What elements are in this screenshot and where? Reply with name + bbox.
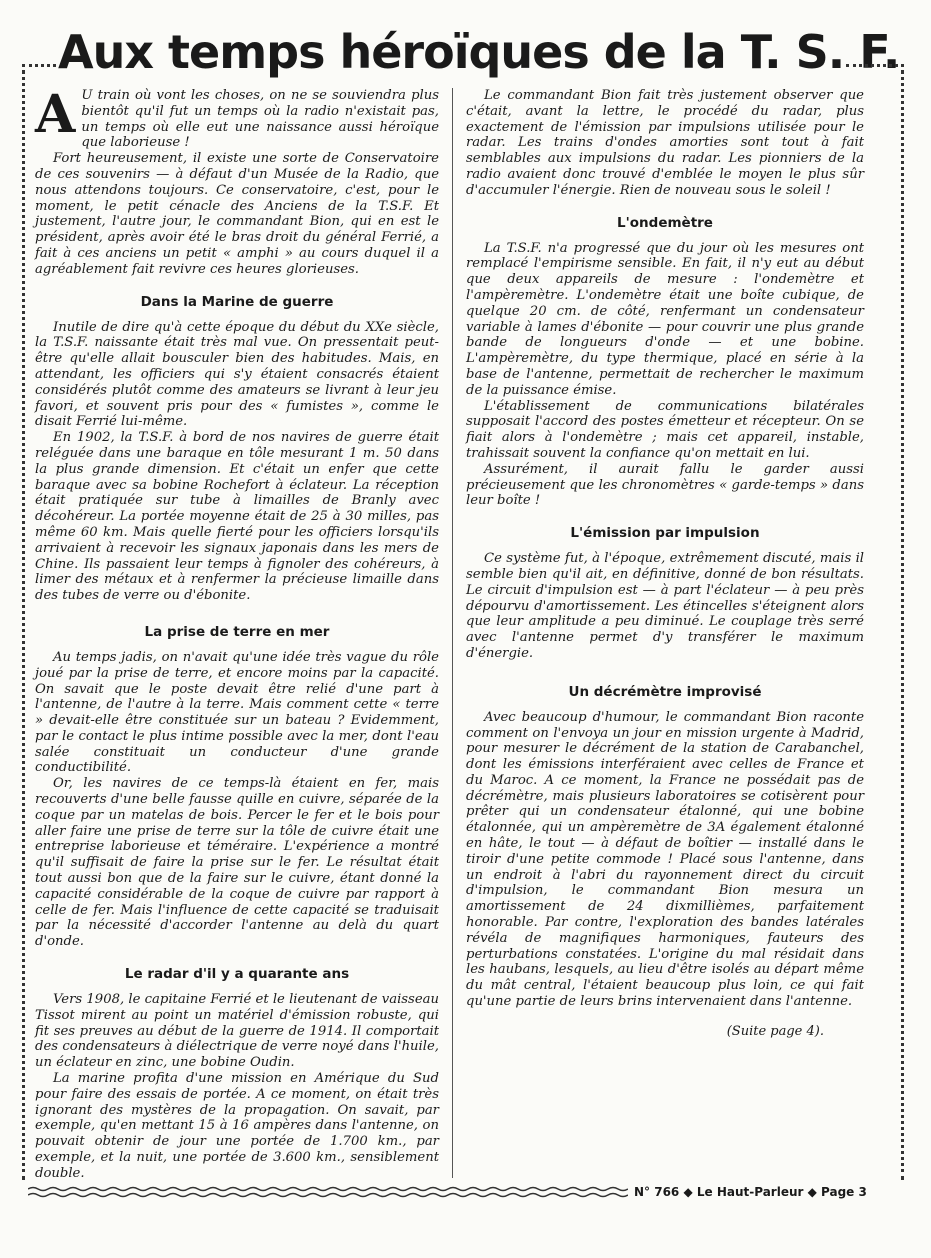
intro-paragraph [35,84,439,151]
ondemetre-paragraph-3: Assurément, il aurait fallu le garder aussi précieusement que les chronomètres « garde-temps » dans leur boîte ! [466,461,864,509]
left-border-rule [22,70,25,1180]
heading-impulsion: L'émission par impulsion [570,525,760,542]
radar-paragraph-3: Le commandant Bion fait très justement observer que c'était, avant la lettre, le procédé du radar, plus exactement de l'émission par impulsions utilisée pour le radar. Les trains d'ondes amorties sont tout à fait semblables aux impulsions du radar. Les pionniers de la radio avaient donc trouvé d'emblée le moyen le plus sûr d'accumuler l'énergie. Rien de nouveau sous le soleil ! [466,88,864,198]
right-border-rule [901,70,904,1180]
right-column [466,88,864,1039]
radar-paragraph-2: La marine profita d'une mission en Amérique du Sud pour faire des essais de portée. A ce moment, on était très ignorant des mystères de la propagation. On savait, par exemple, qu'en mettant 15 à 16 ampères dans l'antenne, on pouvait obtenir de jour une portée de 1.700 km., par exemple, et la nuit, une portée de 3.600 km., sensiblement double. [35,1071,439,1181]
ondemetre-paragraph-2: L'établissement de communications bilatérales supposait l'accord des postes émetteur et récepteur. On se fiait alors à l'ondemètre ; mais cet appareil, instable, trahissait souvent la confiance qu'on mettait en lui. [466,398,864,461]
footer-page-info: N° 766 ◆ Le Haut-Parleur ◆ Page 3 [634,1185,867,1199]
title-row [0,22,931,82]
heading-decremetre: Un décrémètre improvisé [568,683,762,700]
page-title: Aux temps héroïques de la T. S. F. [58,25,900,79]
left-column [35,84,439,1182]
decremetre-paragraph-1: Avec beaucoup d'humour, le commandant Bion raconte comment on l'envoya un jour en mission urgente à Madrid, pour mesurer le décrément de la station de Carabanchel, dont les émissions interféraient avec celles de France et du Maroc. A ce moment, la France ne possédait pas de décrémètre, mais plusieurs laboratoires se cotisèrent pour prêter qui un condensateur étalonné, qui une bobine étalonnée, qui un ampèremètre de 3A également étalonné en hâte, le tout — à défaut de boîtier — installé dans le tiroir d'une petite commode ! Placé sous l'antenne, dans un endroit à l'abri du rayonnement direct du circuit d'impulsion, le commandant Bion mesura un amortissement de 24 dixmillièmes, parfaitement honorable. Par contre, l'exploration des bandes latérales révéla de magnifiques harmoniques, fauteurs des perturbations constatées. L'origine du mal résidait dans les haubans, lesquels, au lieu d'être isolés au départ même du mât central, l'étaient beaucoup plus loin, ce qui fait qu'une partie de leurs brins intervenaient dans l'antenne. [466,709,864,1010]
ondemetre-paragraph-1: La T.S.F. n'a progressé que du jour où les mesures ont remplacé l'empirisme sensible. En fait, il n'y eut au début que deux appareils de mesure : l'ondemètre et l'ampèremètre. L'ondemètre était une boîte cubique, de quelque 20 cm. de côté, renfermant un condensateur variable à lames d'ébonite — pour couvrir une plus grande bande de longueurs d'onde — et une bobine. L'ampèremètre, du type thermique, placé en série à la base de l'antenne, permettait de rechercher le maximum de la puissance émise. [466,240,864,398]
intro-text: U train où vont les choses, on ne se souviendra plus bientôt qu'il fut un temps où la radio n'existait pas, un temps où elle eut une naissance aussi héroïque que laborieuse ! [81,88,439,151]
heading-marine: Dans la Marine de guerre [140,293,334,310]
intro-paragraph-2: Fort heureusement, il existe une sorte de Conservatoire de ces souvenirs — à défaut d'un Musée de la Radio, que nous attendons toujours. Ce conservatoire, c'est, pour le moment, le petit cénacle des Anciens de la T.S.F. Et justement, l'autre jour, le commandant Bion, qui en est le président, après avoir été le bras droit du général Ferrié, a fait à ces anciens un petit « amphi » au cours duquel il a agréablement fait revivre ces heures glorieuses. [35,151,439,277]
column-divider [452,88,453,1178]
continued-note: (Suite page 4). [726,1023,824,1039]
marine-paragraph-1: Inutile de dire qu'à cette époque du début du XXe siècle, la T.S.F. naissante était très mal vue. On pressentait peut-être qu'elle allait bousculer bien des habitudes. Mais, en attendant, les officiers qui s'y étaient consacrés étaient considérés plutôt comme des amateurs se livrant à leur jeu favori, et souvent pris pour des « fumistes », comme le disait Ferrié lui-même. [35,319,439,430]
heading-ondemetre: L'ondemètre [617,214,713,231]
heading-terre: La prise de terre en mer [144,623,330,640]
terre-paragraph-1: Au temps jadis, on n'avait qu'une idée très vague du rôle joué par la prise de terre, et encore moins par la capacité. On savait que le poste devait être relié d'une part à l'antenne, de l'autre à la terre. Mais comment cette « terre » devait-elle être constituée sur un bateau ? Evidemment, par le contact le plus intime possible avec la mer, dont l'eau salée constituait un conducteur d'une grande conductibilité. [35,649,439,776]
page-footer [22,1183,922,1203]
marine-paragraph-2: En 1902, la T.S.F. à bord de nos navires de guerre était reléguée dans une baraque en tôle mesurant 1 m. 50 dans la plus grande dimension. Et c'était un enfer que cette baraque avec sa bobine Rochefort à éclateur. La réception était pratiquée sur tube à limailles de Branly avec décohéreur. La portée moyenne était de 25 à 30 milles, pas même 60 km. Mais quelle fierté pour les officiers lorsqu'ils arrivaient à recevoir les signaux japonais dans les mers de Chine. Ils passaient leur temps à fignoler des cohéreurs, à limer des métaux et à renfermer la précieuse limaille dans des tubes de verre ou d'ébonite. [35,430,439,604]
terre-paragraph-2: Or, les navires de ce temps-là étaient en fer, mais recouverts d'une belle fausse quille en cuivre, séparée de la coque par un matelas de bois. Percer le fer et le bois pour aller faire une prise de terre sur la tôle de cuivre était une entreprise laborieuse et téméraire. L'expérience a montré qu'il suffisait de faire la prise sur le fer. Le résultat était tout aussi bon que de la faire sur le cuivre, étant donné la capacité considérable de la coque de cuivre par rapport à celle de fer. Mais l'influence de cette capacité se traduisait par la nécessité d'accorder l'antenne au delà du quart d'onde. [35,776,439,950]
title-rule-right [846,64,904,67]
heading-radar: Le radar d'il y a quarante ans [124,966,350,983]
impulsion-paragraph-1: Ce système fut, à l'époque, extrêmement discuté, mais il semble bien qu'il ait, en définitive, donné de bon résultats. Le circuit d'impulsion est — à part l'éclateur — à peu près dépourvu d'amortissement. Les étincelles s'éteignent alors que leur amplitude a peu diminué. Le couplage très serré avec l'antenne permet d'y transférer le maximum d'énergie. [466,551,864,661]
title-rule-left [22,64,56,67]
footer-wave-rule [28,1185,628,1199]
drop-cap: A [35,84,76,145]
radar-paragraph-1: Vers 1908, le capitaine Ferrié et le lieutenant de vaisseau Tissot mirent au point un matériel d'émission robuste, qui fit ses preuves au début de la guerre de 1914. Il comportait des condensateurs à diélectrique de verre noyé dans l'huile, un éclateur en zinc, une bobine Oudin. [35,992,439,1071]
